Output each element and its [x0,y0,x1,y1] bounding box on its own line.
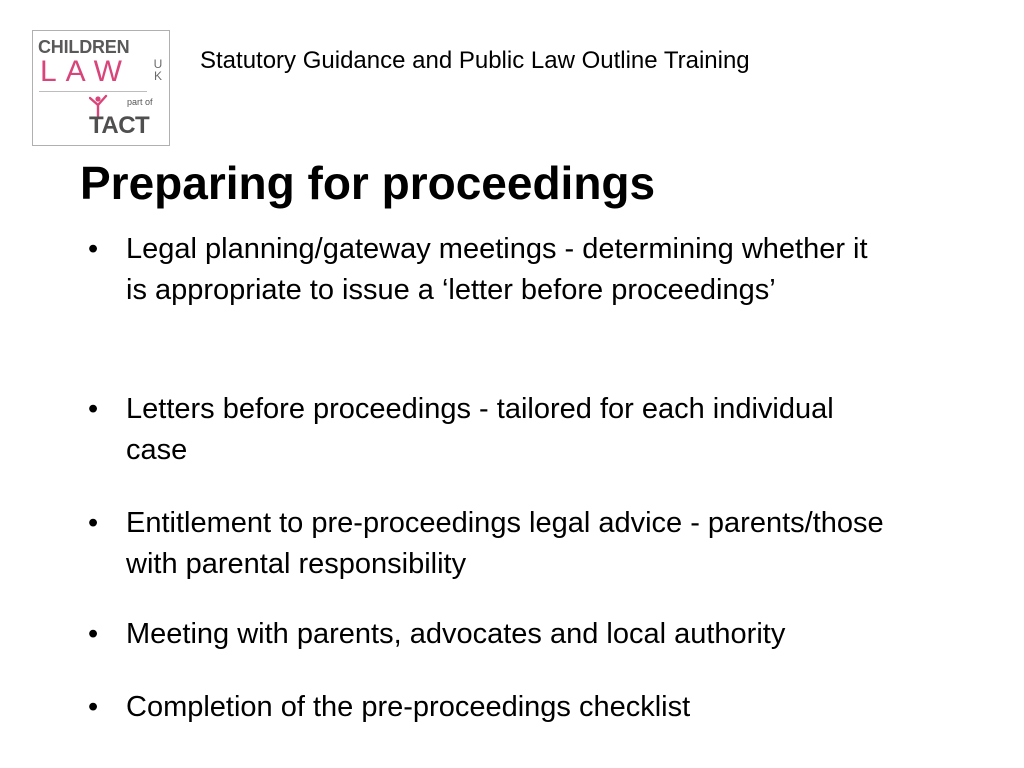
bullet-item-4 [88,614,888,655]
bullet-item-5 [88,687,888,728]
children-law-uk-logo [32,30,170,146]
bullet-marker: • [88,507,99,539]
bullet-text: Meeting with parents, advocates and local authority [126,618,786,650]
bullet-text: Entitlement to pre-proceedings legal advice - parents/those with parental responsibility [126,507,884,580]
bullet-marker: • [88,691,99,723]
header-title: Statutory Guidance and Public Law Outline Training [200,47,750,74]
slide-title: Preparing for proceedings [80,157,656,209]
logo-text-children: CHILDREN [38,37,130,57]
bullet-item-2 [88,389,888,471]
bullet-item-1 [88,229,888,311]
bullet-marker: • [88,618,99,650]
bullet-marker: • [88,233,99,265]
bullet-item-3 [88,503,888,585]
logo-text-uk: UK [153,57,163,83]
logo-divider [39,91,147,92]
bullet-text: Letters before proceedings - tailored for each individual case [126,393,834,466]
bullet-text: Legal planning/gateway meetings - determining whether it is appropriate to issue a ‘letter before proceedings’ [126,233,868,306]
logo-text-tact: TACT [89,112,150,139]
bullet-text: Completion of the pre-proceedings checklist [126,691,691,723]
bullet-marker: • [88,393,99,425]
logo-text-law: LAW [40,55,131,88]
logo-text-part-of: part of [127,97,153,107]
